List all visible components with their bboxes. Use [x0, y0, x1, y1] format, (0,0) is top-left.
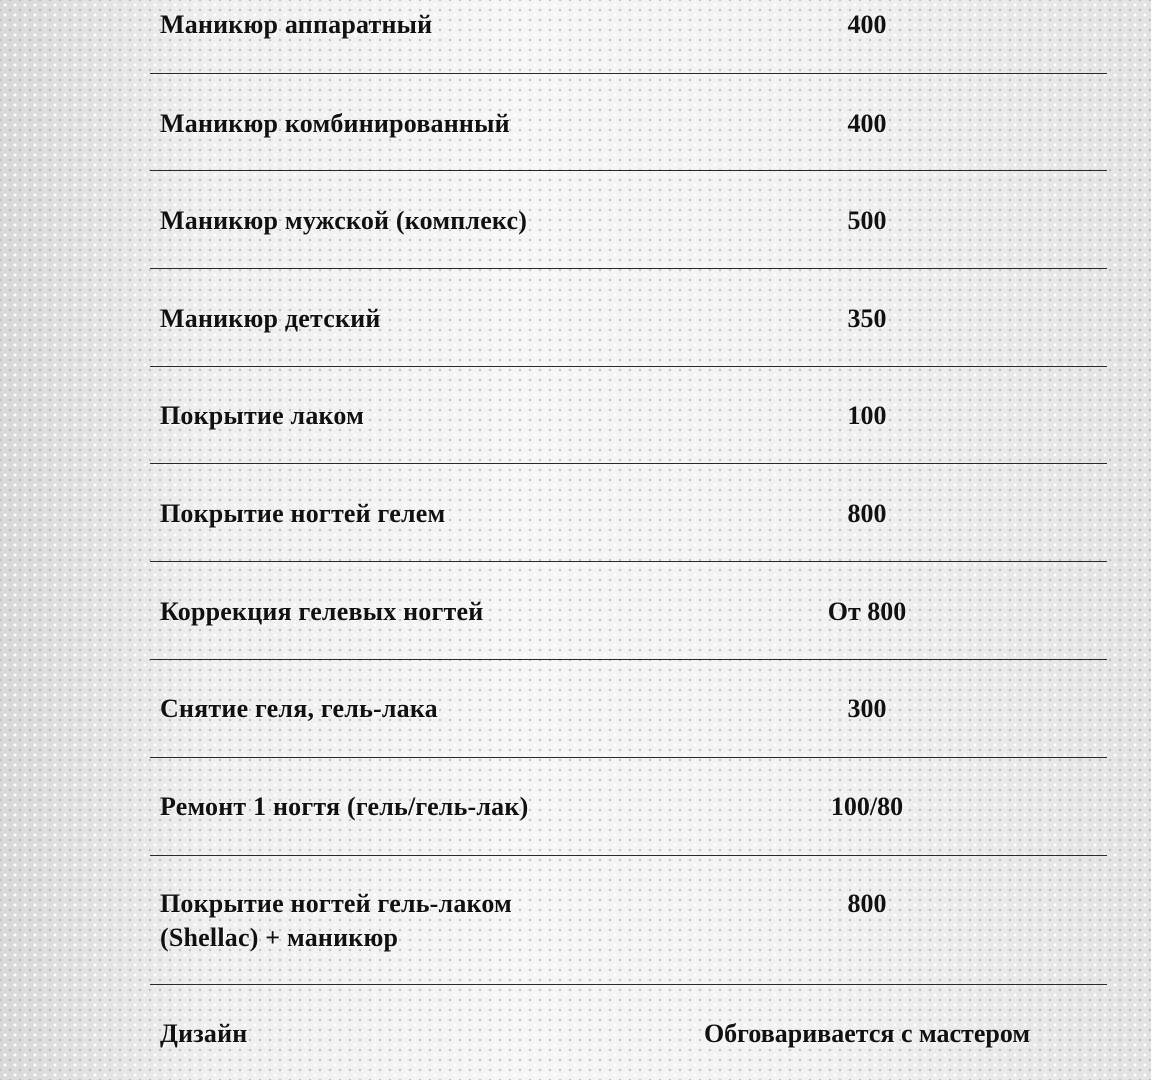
row-divider [150, 659, 1107, 660]
service-name: Маникюр детский [160, 304, 381, 333]
service-price: 500 [847, 206, 887, 235]
row-divider [150, 170, 1107, 171]
service-price: Обговаривается с мастером [703, 1019, 1031, 1048]
row-divider [150, 268, 1107, 269]
row-divider [150, 984, 1107, 985]
service-name: Снятие геля, гель-лака [160, 694, 438, 723]
row-divider [150, 855, 1107, 856]
service-price: 800 [847, 889, 887, 918]
service-name: Покрытие ногтей гель-лаком (Shellac) + маникюр [160, 889, 512, 952]
service-name: Коррекция гелевых ногтей [160, 597, 484, 626]
service-name: Маникюр мужской (комплекс) [160, 206, 528, 235]
row-divider [150, 561, 1107, 562]
row-divider [150, 463, 1107, 464]
row-divider [150, 366, 1107, 367]
row-divider [150, 757, 1107, 758]
service-price: 400 [847, 109, 887, 138]
service-price: 400 [847, 10, 887, 39]
service-name: Ремонт 1 ногтя (гель/гель-лак) [160, 792, 529, 821]
service-name: Покрытие ногтей гелем [160, 499, 446, 528]
service-name: Маникюр комбинированный [160, 109, 510, 138]
service-price: 350 [847, 304, 887, 333]
service-name: Дизайн [160, 1019, 248, 1048]
service-price: 300 [847, 694, 887, 723]
service-price: 800 [847, 499, 887, 528]
row-divider [150, 73, 1107, 74]
service-price: 100/80 [830, 792, 904, 821]
service-name: Маникюр аппаратный [160, 10, 433, 39]
service-price: От 800 [827, 597, 907, 626]
service-name: Покрытие лаком [160, 401, 364, 430]
service-price: 100 [847, 401, 887, 430]
